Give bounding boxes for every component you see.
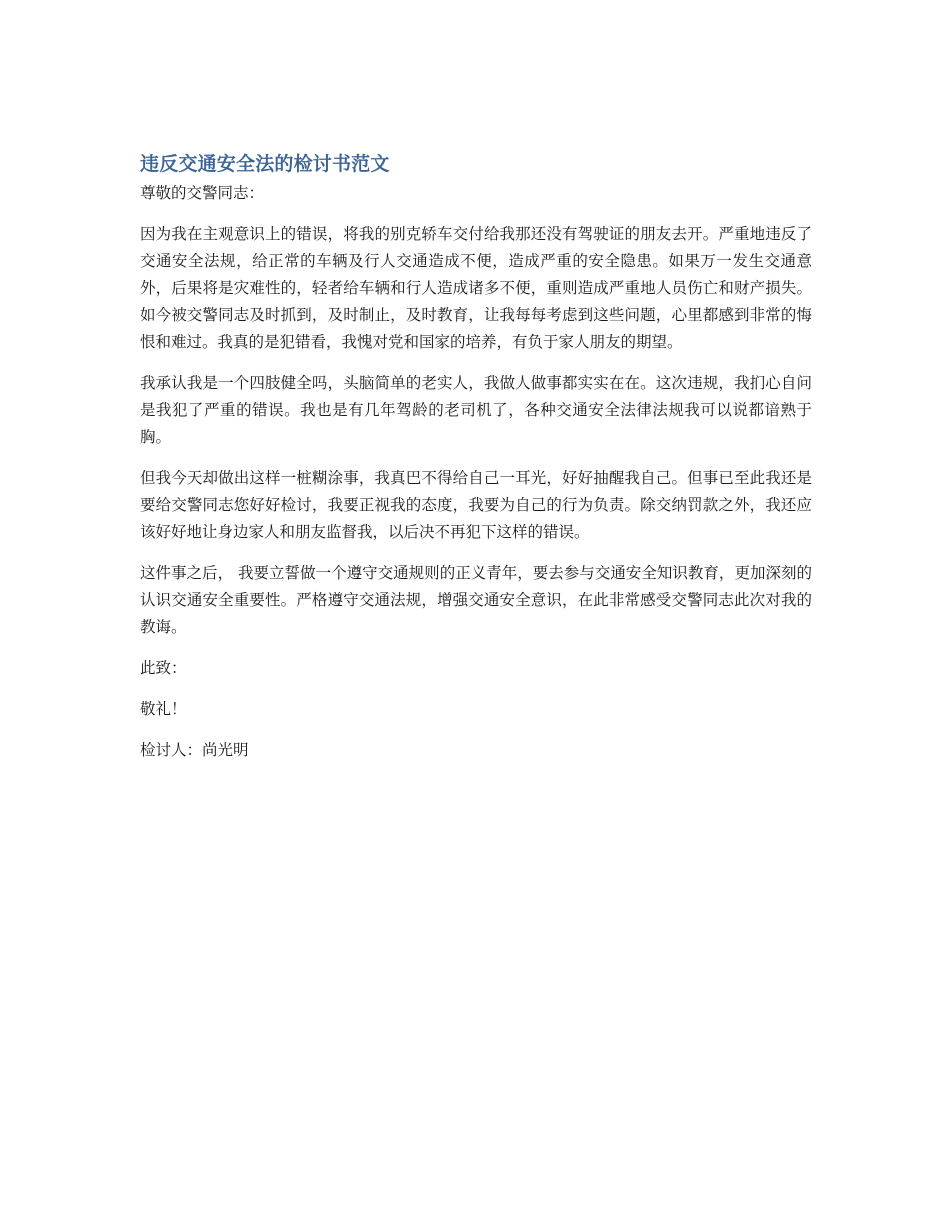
closing-salute: 敬礼！ bbox=[140, 700, 187, 718]
closing-regards: 此致： bbox=[140, 659, 187, 677]
signature: 检讨人：尚光明 bbox=[140, 741, 249, 759]
paragraph-4: 这件事之后， 我要立誓做一个遵守交通规则的正义青年，要去参与交通安全知识教育，更加深刻的认识交通安全重要性。严格遵守交通法规，增强交通安全意识，在此非常感受交警同志此次对我的教诲。 bbox=[140, 564, 812, 636]
salutation: 尊敬的交警同志： bbox=[140, 184, 265, 202]
document-body bbox=[140, 150, 812, 764]
document-title: 违反交通安全法的检讨书范文 bbox=[140, 153, 390, 175]
paragraph-2: 我承认我是一个四肢健全吗，头脑简单的老实人，我做人做事都实实在在。这次违规，我扪心自问是我犯了严重的错误。我也是有几年驾龄的老司机了，各种交通安全法律法规我可以说都谙熟于胸。 bbox=[140, 374, 812, 446]
paragraph-3: 但我今天却做出这样一桩糊涂事，我真巴不得给自己一耳光，好好抽醒我自己。但事已至此我还是要给交警同志您好好检讨，我要正视我的态度，我要为自己的行为负责。除交纳罚款之外，我还应该好好地让身边家人和朋友监督我，以后决不再犯下这样的错误。 bbox=[140, 469, 812, 541]
paragraph-1: 因为我在主观意识上的错误，将我的别克轿车交付给我那还没有驾驶证的朋友去开。严重地违反了交通安全法规，给正常的车辆及行人交通造成不便，造成严重的安全隐患。如果万一发生交通意外，后果将是灾难性的，轻者给车辆和行人造成诸多不便，重则造成严重地人员伤亡和财产损失。如今被交警同志及时抓到，及时制止，及时教育，让我每每考虑到这些问题，心里都感到非常的悔恨和难过。我真的是犯错看，我愧对党和国家的培养，有负于家人朋友的期望。 bbox=[140, 225, 812, 351]
